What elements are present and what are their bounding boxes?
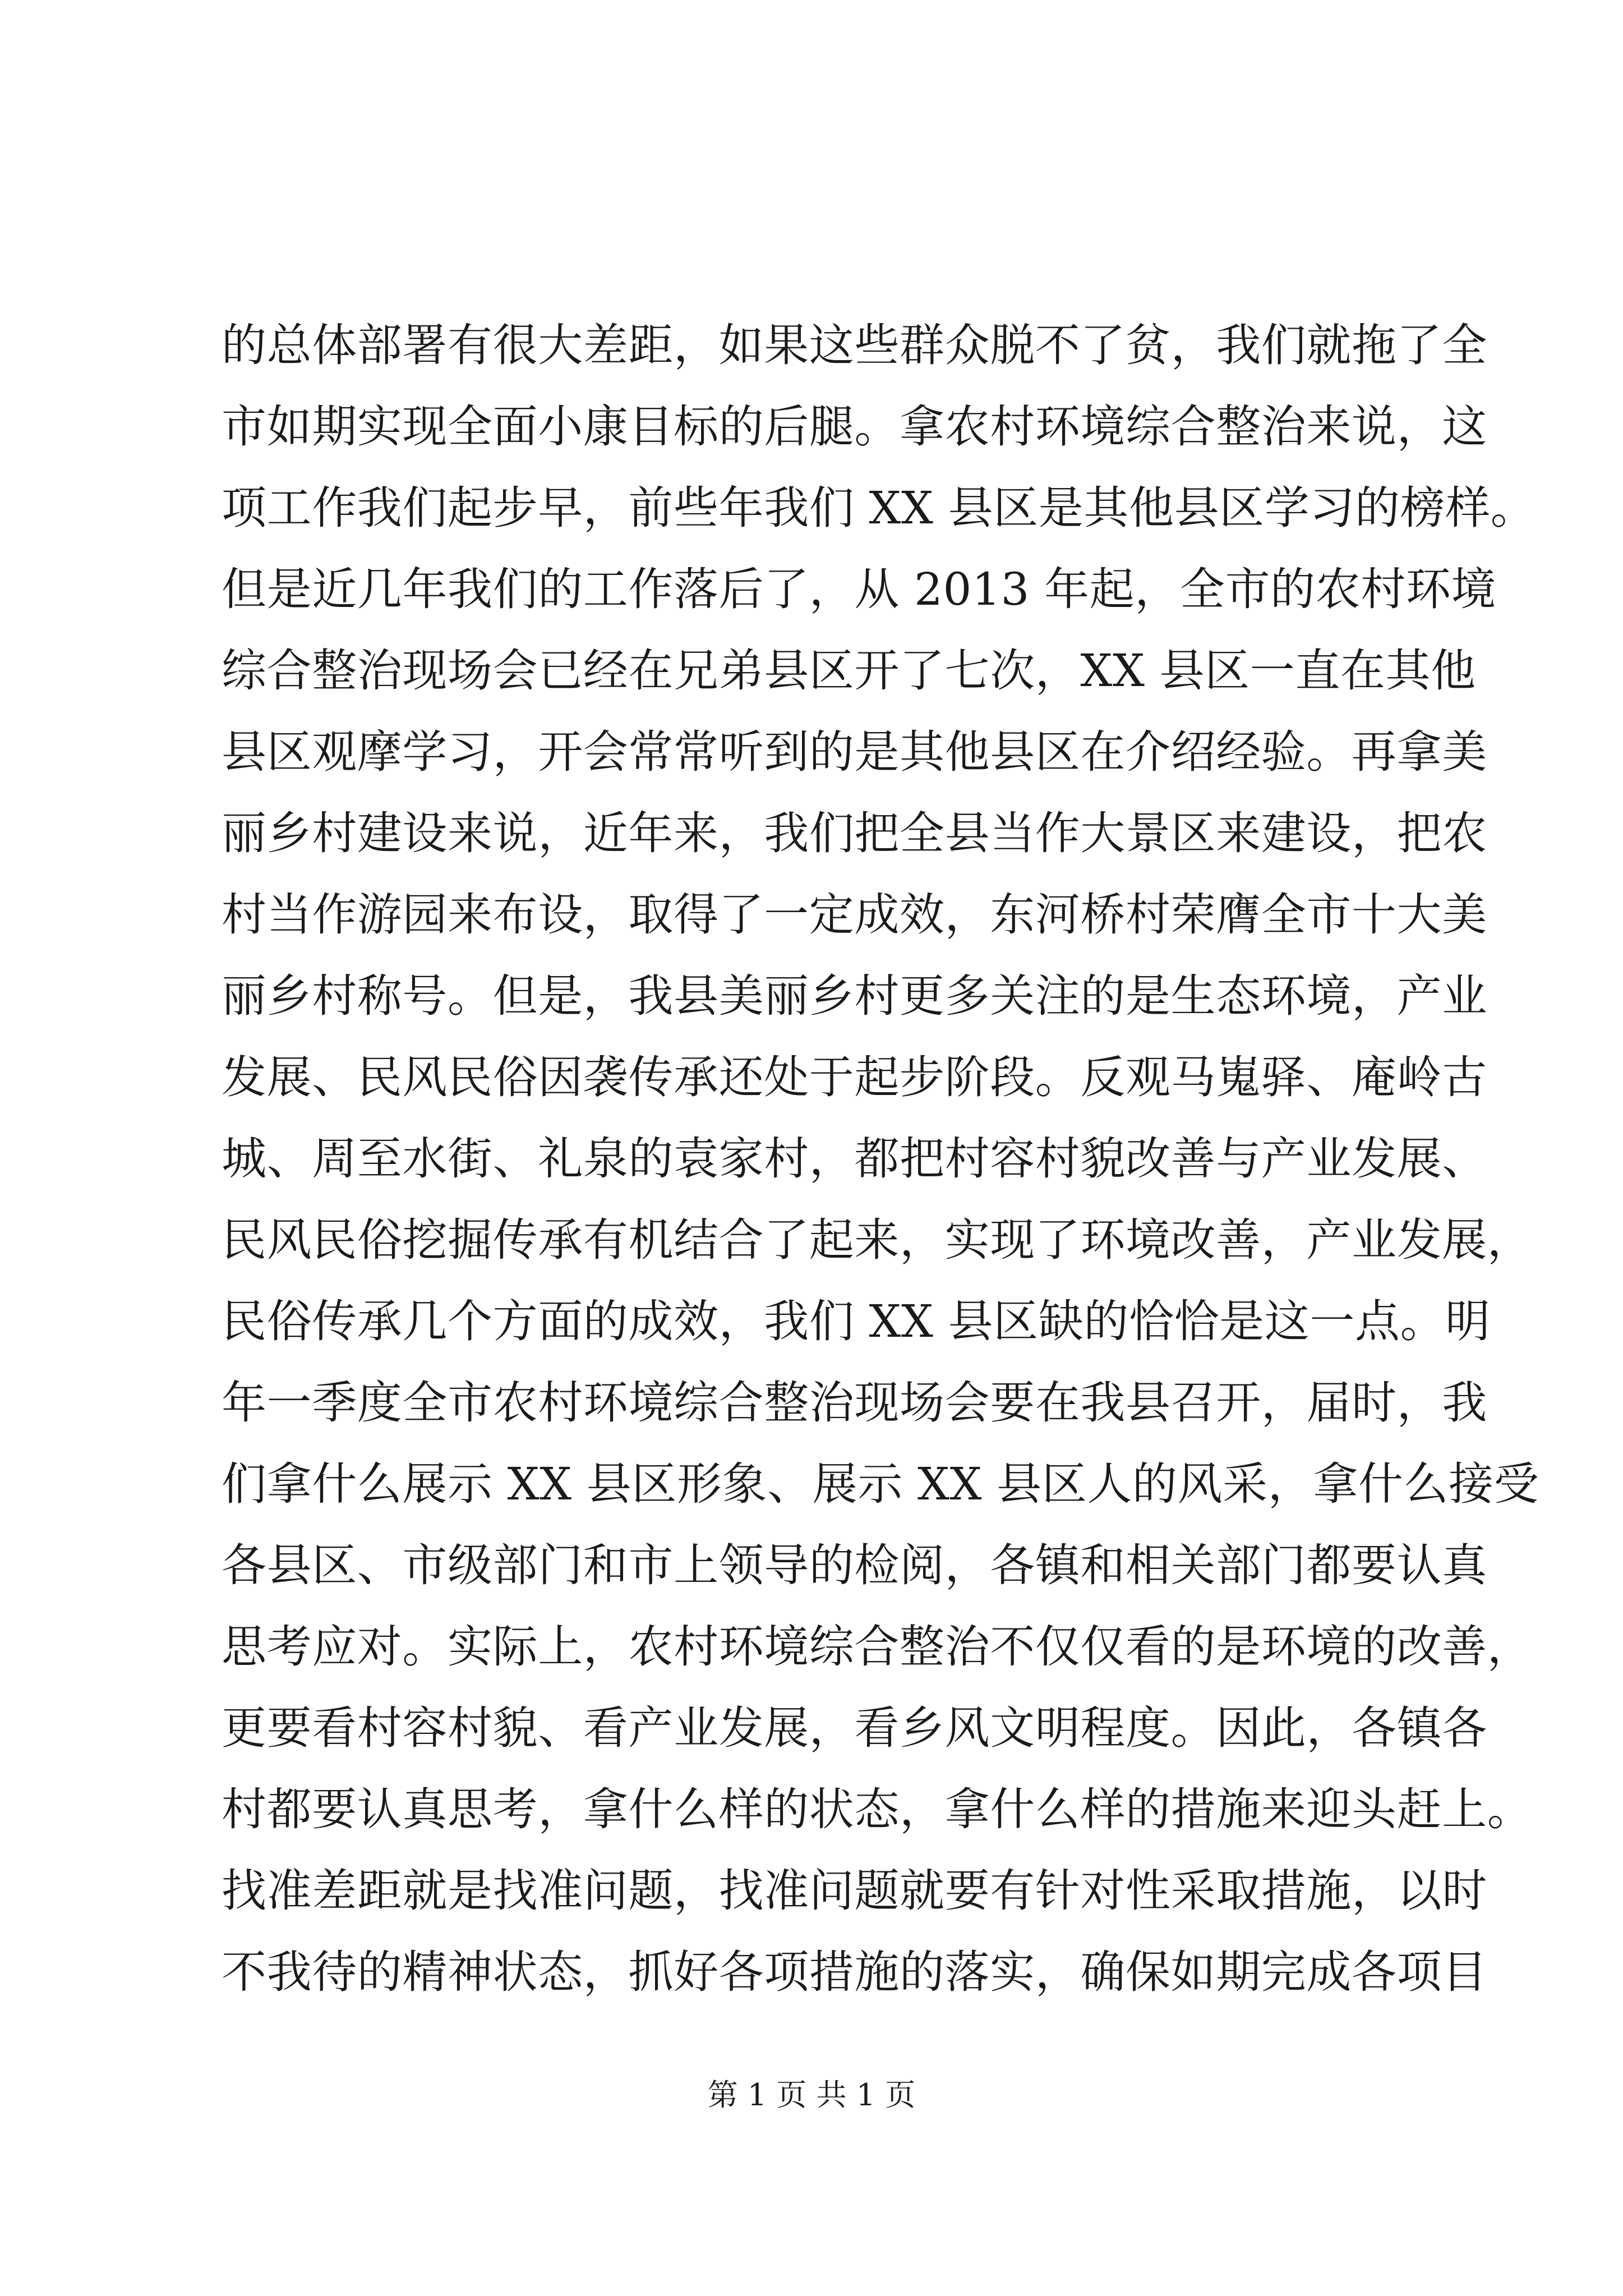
text-line: 城、周至水街、礼泉的袁家村，都把村容村貌改善与产业发展、 [222,1133,1487,1185]
text-line: 找准差距就是找准问题，找准问题就要有针对性采取措施，以时 [222,1865,1487,1917]
text-line: 综合整治现场会已经在兄弟县区开了七次，XX 县区一直在其他 [222,645,1476,697]
text-line: 项工作我们起步早，前些年我们 XX 县区是其他县区学习的榜样。 [222,482,1536,534]
text-line: 更要看村容村貌、看产业发展，看乡风文明程度。因此，各镇各 [222,1702,1487,1754]
body-paragraph [222,305,1539,2013]
text-line: 们拿什么展示 XX 县区形象、展示 XX 县区人的风采，拿什么接受 [222,1458,1539,1510]
text-line: 但是近几年我们的工作落后了，从 2013 年起，全市的农村环境 [222,563,1497,615]
text-line: 年一季度全市农村环境综合整治现场会要在我县召开，届时，我 [222,1377,1487,1429]
text-line: 思考应对。实际上，农村环境综合整治不仅仅看的是环境的改善， [222,1621,1533,1673]
text-line: 市如期实现全面小康目标的后腿。拿农村环境综合整治来说，这 [222,401,1487,453]
text-line: 民风民俗挖掘传承有机结合了起来，实现了环境改善，产业发展， [222,1214,1533,1266]
text-line: 发展、民风民俗因袭传承还处于起步阶段。反观马嵬驿、庵岭古 [222,1051,1487,1103]
text-line: 丽乡村称号。但是，我县美丽乡村更多关注的是生态环境，产业 [222,970,1487,1022]
text-line: 的总体部署有很大差距，如果这些群众脱不了贫，我们就拖了全 [222,319,1487,371]
text-line: 不我待的精神状态，抓好各项措施的落实，确保如期完成各项目 [222,1946,1487,1998]
text-line: 县区观摩学习，开会常常听到的是其他县区在介绍经验。再拿美 [222,726,1487,778]
page-footer: 第 1 页 共 1 页 [707,2077,916,2113]
text-line: 民俗传承几个方面的成效，我们 XX 县区缺的恰恰是这一点。明 [222,1295,1491,1347]
text-line: 村当作游园来布设，取得了一定成效，东河桥村荣膺全市十大美 [222,889,1487,941]
text-line: 村都要认真思考，拿什么样的状态，拿什么样的措施来迎头赶上。 [222,1783,1533,1835]
text-line: 丽乡村建设来说，近年来，我们把全县当作大景区来建设，把农 [222,807,1487,859]
text-line: 各县区、市级部门和市上领导的检阅，各镇和相关部门都要认真 [222,1539,1487,1591]
